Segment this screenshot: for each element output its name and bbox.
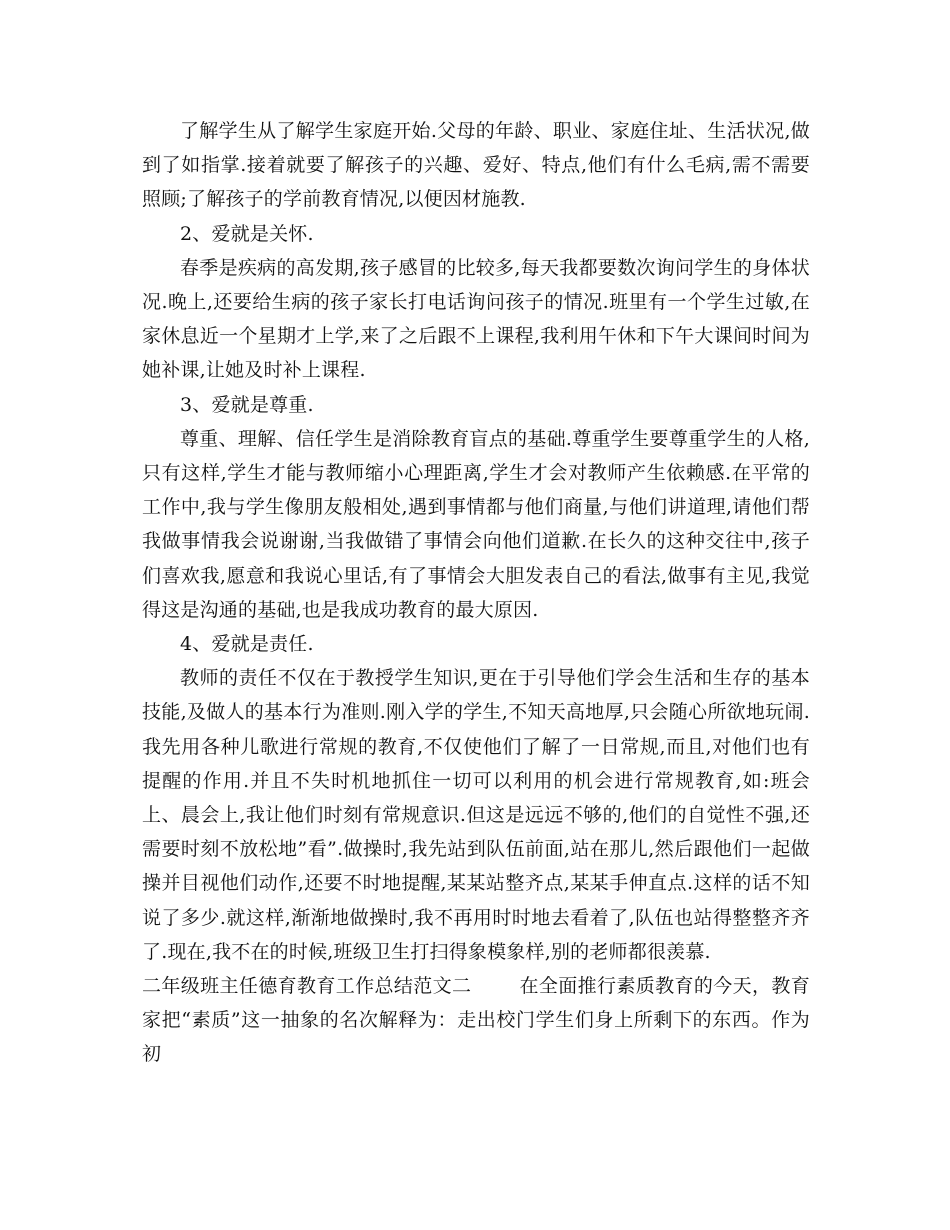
paragraph-responsibility: 教师的责任不仅在于教授学生知识,更在于引导他们学会生活和生存的基本技能,及做人的基本行为准则.刚入学的学生,不知天高地厚,只会随心所欲地玩闹.我先用各种儿歌进行常规的教育,不仅使他们了解了一日常规,而且,对他们也有提醒的作用.并且不失时机地抓住一切可以利用的机会进行常规教育,如:班会上、晨会上,我让他们时刻有常规意识.但这是远远不够的,他们的自觉性不强,还需要时刻不放松地”看”.做操时,我先站到队伍前面,站在那儿,然后跟他们一起做操并目视他们动作,还要不时地提醒,某某站整齐点,某某手伸直点.这样的话不知说了多少.就这样,渐渐地做操时,我不再用时时地去看着了,队伍也站得整整齐齐了.现在,我不在的时候,班级卫生打扫得象模象样,别的老师都很羡慕. (142, 667, 810, 963)
closing-paragraph (142, 969, 810, 1072)
section-title: 二年级班主任德育教育工作总结范文二 (142, 975, 472, 998)
heading-care: 2、爱就是关怀. (180, 222, 314, 245)
heading-responsibility: 4、爱就是责任. (180, 633, 314, 656)
document-body (142, 114, 810, 1072)
paragraph-care: 春季是疾病的高发期,孩子感冒的比较多,每天我都要数次询问学生的身体状况.晚上,还要给生病的孩子家长打电话询问孩子的情况.班里有一个学生过敏,在家休息近一个星期才上学,来了之后跟不上课程,我利用午休和下午大课间时间为她补课,让她及时补上课程. (142, 256, 810, 382)
paragraph-respect: 尊重、理解、信任学生是消除教育盲点的基础.尊重学生要尊重学生的人格,只有这样,学生才能与教师缩小心理距离,学生才会对教师产生依赖感.在平常的工作中,我与学生像朋友般相处,遇到事情都与他们商量,与他们讲道理,请他们帮我做事情我会说谢谢,当我做错了事情会向他们道歉.在长久的这种交往中,孩子们喜欢我,愿意和我说心里话,有了事情会大胆发表自己的看法,做事有主见,我觉得这是沟通的基础,也是我成功教育的最大原因. (142, 427, 810, 621)
heading-respect: 3、爱就是尊重. (180, 393, 314, 416)
paragraph-intro: 了解学生从了解学生家庭开始.父母的年龄、职业、家庭住址、生活状况,做到了如指掌.接着就要了解孩子的兴趣、爱好、特点,他们有什么毛病,需不需要照顾;了解孩子的学前教育情况,以便因材施教. (142, 120, 810, 211)
closing-text: 在全面推行素质教育的今天，教育家把“素质”这一抽象的名次解释为：走出校门学生们身上所剩下的东西。作为初 (142, 975, 810, 1066)
